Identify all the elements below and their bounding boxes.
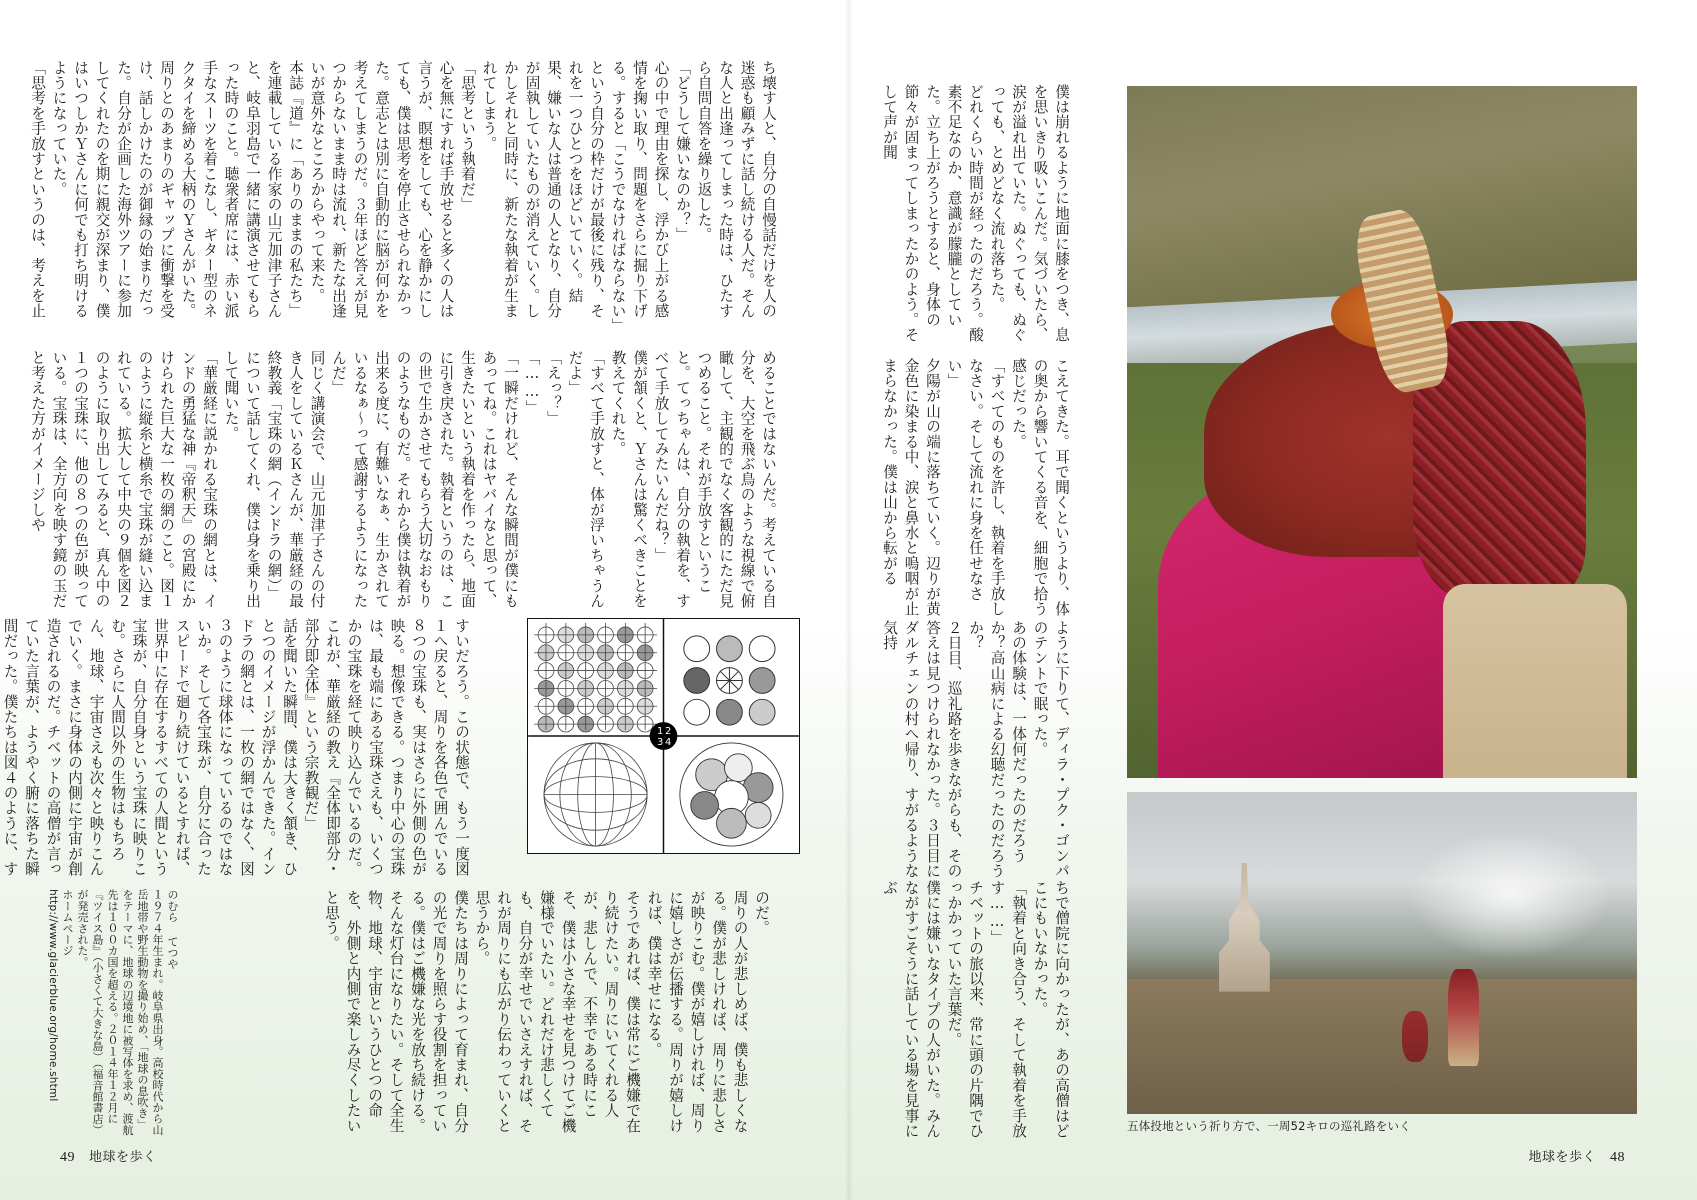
photo-ground [1127, 979, 1637, 1114]
paragraph: めることではないんだ。考えている自分を、大空を飛ぶ鳥のような視線で俯瞰して、主観的でなく客観的にただ見つめること。それが手放すということ。てっちゃんは、自分の執着を、すべて手放してみたいんだね？」 僕が頷くと、Ｙさんは驚くべきことを教えてくれた。 「すべて手放すと、体が浮いちゃうんだよ」 「えっ？」 「……」 「一瞬だけれど、そんな瞬間が僕にもあってね。これはヤバイなと思って、生きたいという執着を作ったら、地面に引き戻された。執着というのは、この世で生かさせてもらう大切なおもりのようなものだ。それから僕は執着が出来る度に、有難いなぁ、生かされているなぁ～って感謝するようになったんだ」 同じく講演会で、山元加津子さんの付き人をしているＫさんが、華厳経の最終教義「宝珠の網（インドラの網）」について話してくれ、僕は身を乗り出して聞いた。 「華厳経に説かれる宝珠の網とは、インドの勇猛な神『帝釈天』の宮殿にかけられた巨大な一枚の網のこと。図１のように縦糸と横糸で宝珠が縫い込まれている。拡大して中央の９個を図２のように取り出してみると、真ん中の１つの宝珠に、他の８つの色が映っている。宝珠は、全方向を映す鏡の玉だと考えた方がイメージしや [29, 350, 777, 609]
author-bio-text: １９７４年生まれ。岐阜県出身。高校時代から山岳地帯や野生動物を撮り始め、「地球の息吹き」をテーマに、地球の辺境地に被写体を求め、渡航先は１００カ国を超える。２０１４年１２月に『ツイス島』（小さくて大きな島）（福音館書店）が発売された。 [76, 889, 164, 1136]
photo-cloud [1408, 831, 1612, 960]
folio-right [1528, 1146, 1639, 1166]
photo-bag [1443, 584, 1627, 778]
left-page-column-3 [1, 618, 515, 880]
pilgrim-photo [1127, 86, 1637, 778]
left-page-column-3b [195, 890, 815, 1140]
paragraph: こえてきた。耳で聞くというより、体の奥から響いてくる音を、細胞で拾う感じだった。 「すべてのものを許し、執着を手放しなさい。そして流れに身を任せなさい」 夕陽が山の端に落ちていく。辺りが黄金色に染まる中、涙と鼻水と嗚咽が止まらなかった。僕は山から転がる [881, 358, 1070, 617]
photo-stupa [1219, 863, 1270, 992]
folio-title: 地球を歩く [89, 1150, 157, 1165]
right-page-column-3 [881, 620, 1115, 882]
paragraph: ちで僧院に向かったが、あの高僧はどこにもいなかった。 「執着と向き合う、そして執着を手放す……」 チベットの旅以来、常に頭の片隅でひっかかっていた言葉だ。 僕には嫌いなタイプの人がいた。みんながすごそうに話している場を見事にぶ [881, 880, 1070, 1139]
photo-pilgrim-standing [1448, 969, 1479, 1066]
author-name: のむら てつや [166, 889, 179, 970]
diagram-label-2: 2 [664, 726, 672, 738]
left-page-column-2 [29, 350, 822, 612]
left-page-column-1 [29, 60, 822, 330]
right-page-column-4 [881, 880, 1115, 1142]
photo-caption: 五体投地という祈り方で、一周52キロの巡礼路をいく [1127, 1119, 1411, 1133]
pilgrimage-road-photo [1127, 792, 1637, 1114]
diagram-panel-3 [544, 743, 647, 846]
indra-net-diagram [527, 618, 800, 854]
author-bio [47, 889, 180, 1139]
diagram-panel-1 [534, 623, 657, 732]
diagram-panel-2 [684, 636, 775, 725]
gutter [845, 0, 853, 1200]
paragraph: すいだろう。この状態で、もう一度図１へ戻ると、周りを各色で囲んでいる８つの宝珠も、実はさらに外側の色が映る。想像できる。つまり中心の宝珠は、最も端にある宝珠さえも、いくつかの宝珠を経て映り込んでいるのだ。これが、華厳経の教え『全体即部分・部分即全体』という宗教観だ」 話を聞いた瞬間、僕は大きく頷き、ひとつのイメージが浮かんできた。インドラの網とは、一枚の網ではなく、図３のように球体になっているのではないか。そして各宝珠が、自分に合ったスピードで廻り続けているとすれば、世界中に存在するすべての人間という宝珠が、自分自身という宝珠に映りこむ。さらに人間以外の生物はもちろん、地球、宇宙さえも次々と映りこんでいく。まさに身体の内側に宇宙が創造されるのだ。チベットの高僧が言っていた言葉が、ようやく腑に落ちた瞬間だった。僕たちは図４のように、す [1, 618, 470, 877]
homepage-url[interactable]: http://www.glacierblue.org/home.shtml [47, 889, 59, 1102]
diagram-label-3: 3 [657, 736, 664, 748]
diagram-label-4: 4 [664, 736, 672, 748]
page-number: 49 [60, 1150, 75, 1165]
homepage-label: ホームページ [61, 889, 74, 957]
right-page-column-1 [881, 84, 1115, 346]
paragraph: ように下りて、ディラ・プク・ゴンパのテントで眠った。 あの体験は、一体何だったのだろうか？高山病による幻聴だったのだろうか？ ２日目、巡礼路を歩きながらも、その答えは見つけられなかった。３日目にダルチェンの村へ帰り、すがるような気持 [881, 620, 1070, 879]
photo-pilgrim-kneeling [1402, 1011, 1428, 1063]
paragraph: ち壊す人と、自分の自慢話だけを人の迷惑も顧みずに話し続ける人だ。そんな人と出逢ってしまった時は、ひたすら自問自答を繰り返した。 「どうして嫌いなのか？」 心の中で理由を探し、浮かび上がる感情を掬い取り、問題をさらに掘り下げる。すると「こうでなければならない」という自分の枠だけが最後に残り、それを一つひとつをほどいていく。結果、嫌いな人は普通の人となり、自分が固執していたものが消えていく。しかしそれと同時に、新たな執着が生まれてしまう。 「思考という執着だ」 心を無にすれば手放せると多くの人は言うが、瞑想をしても、心を静かにしても、僕は思考を停止させられなかった。意志とは別に自動的に脳が何かを考えてしまうのだ。３年ほど答えが見つからないまま時は流れ、新たな出逢いが意外なところからやって来た。 本誌『道』に「ありのままの私たち」を連載している作家の山元加津子さんと、岐阜羽島で一緒に講演させてもらった時のこと。聴衆者席には、赤い派手なスーツを着こなし、ギター型のネクタイを締める大柄のＹさんがいた。周りとのあまりのギャップに衝撃を受け、話しかけたのが御縁の始まりだった。自分が企画した海外ツアーに参加してくれたのを期に親交が深まり、僕はいつしかＹさんに何でも打ち明けるようになっていた。 「思考を手放すというのは、考えを止 [29, 60, 777, 327]
diagram-label-1: 1 [657, 726, 664, 738]
folio-title: 地球を歩く [1528, 1150, 1596, 1165]
folio-left [60, 1146, 157, 1166]
page-number: 48 [1610, 1150, 1625, 1165]
paragraph: のだ。 周りの人が悲しめば、僕も悲しくなる。僕が悲しければ、周りに悲しさが映りこむ。僕が嬉しければ、周りに嬉しさが伝播する。周りが嬉しければ、僕は幸せになる。 そうであれば、僕は常にご機嫌で在り続けたい。周りにいてくれる人が、悲しんで、不幸である時にこそ、僕は小さな幸せを見つけてご機嫌様でいたい。どれだけ悲しくても、自分が幸せでいさえすれば、それが周りにも広がり伝わっていくと思うから。 僕たちは周りによって育まれ、自分の光で周りを照らす役割を担っている。僕はご機嫌な光を放ち続ける。そんな灯台になりたい。そして全生物、地球、宇宙というひとつの命を、外側と内側で楽しみ尽くしたいと思う。 [323, 890, 770, 1134]
right-page-column-2 [881, 358, 1115, 620]
diagram-panel-4 [680, 743, 783, 846]
paragraph: 僕は崩れるように地面に膝をつき、息を思いきり吸いこんだ。気づいたら、涙が溢れ出ていた。ぬぐっても、ぬぐっても、とめどなく流れ落ちた。 どれくらい時間が経ったのだろう。酸素不足なのか、意識が朦朧としていた。立ち上がろうとすると、身体の節々が固まってしまったかのよう。そして声が聞 [881, 84, 1070, 343]
